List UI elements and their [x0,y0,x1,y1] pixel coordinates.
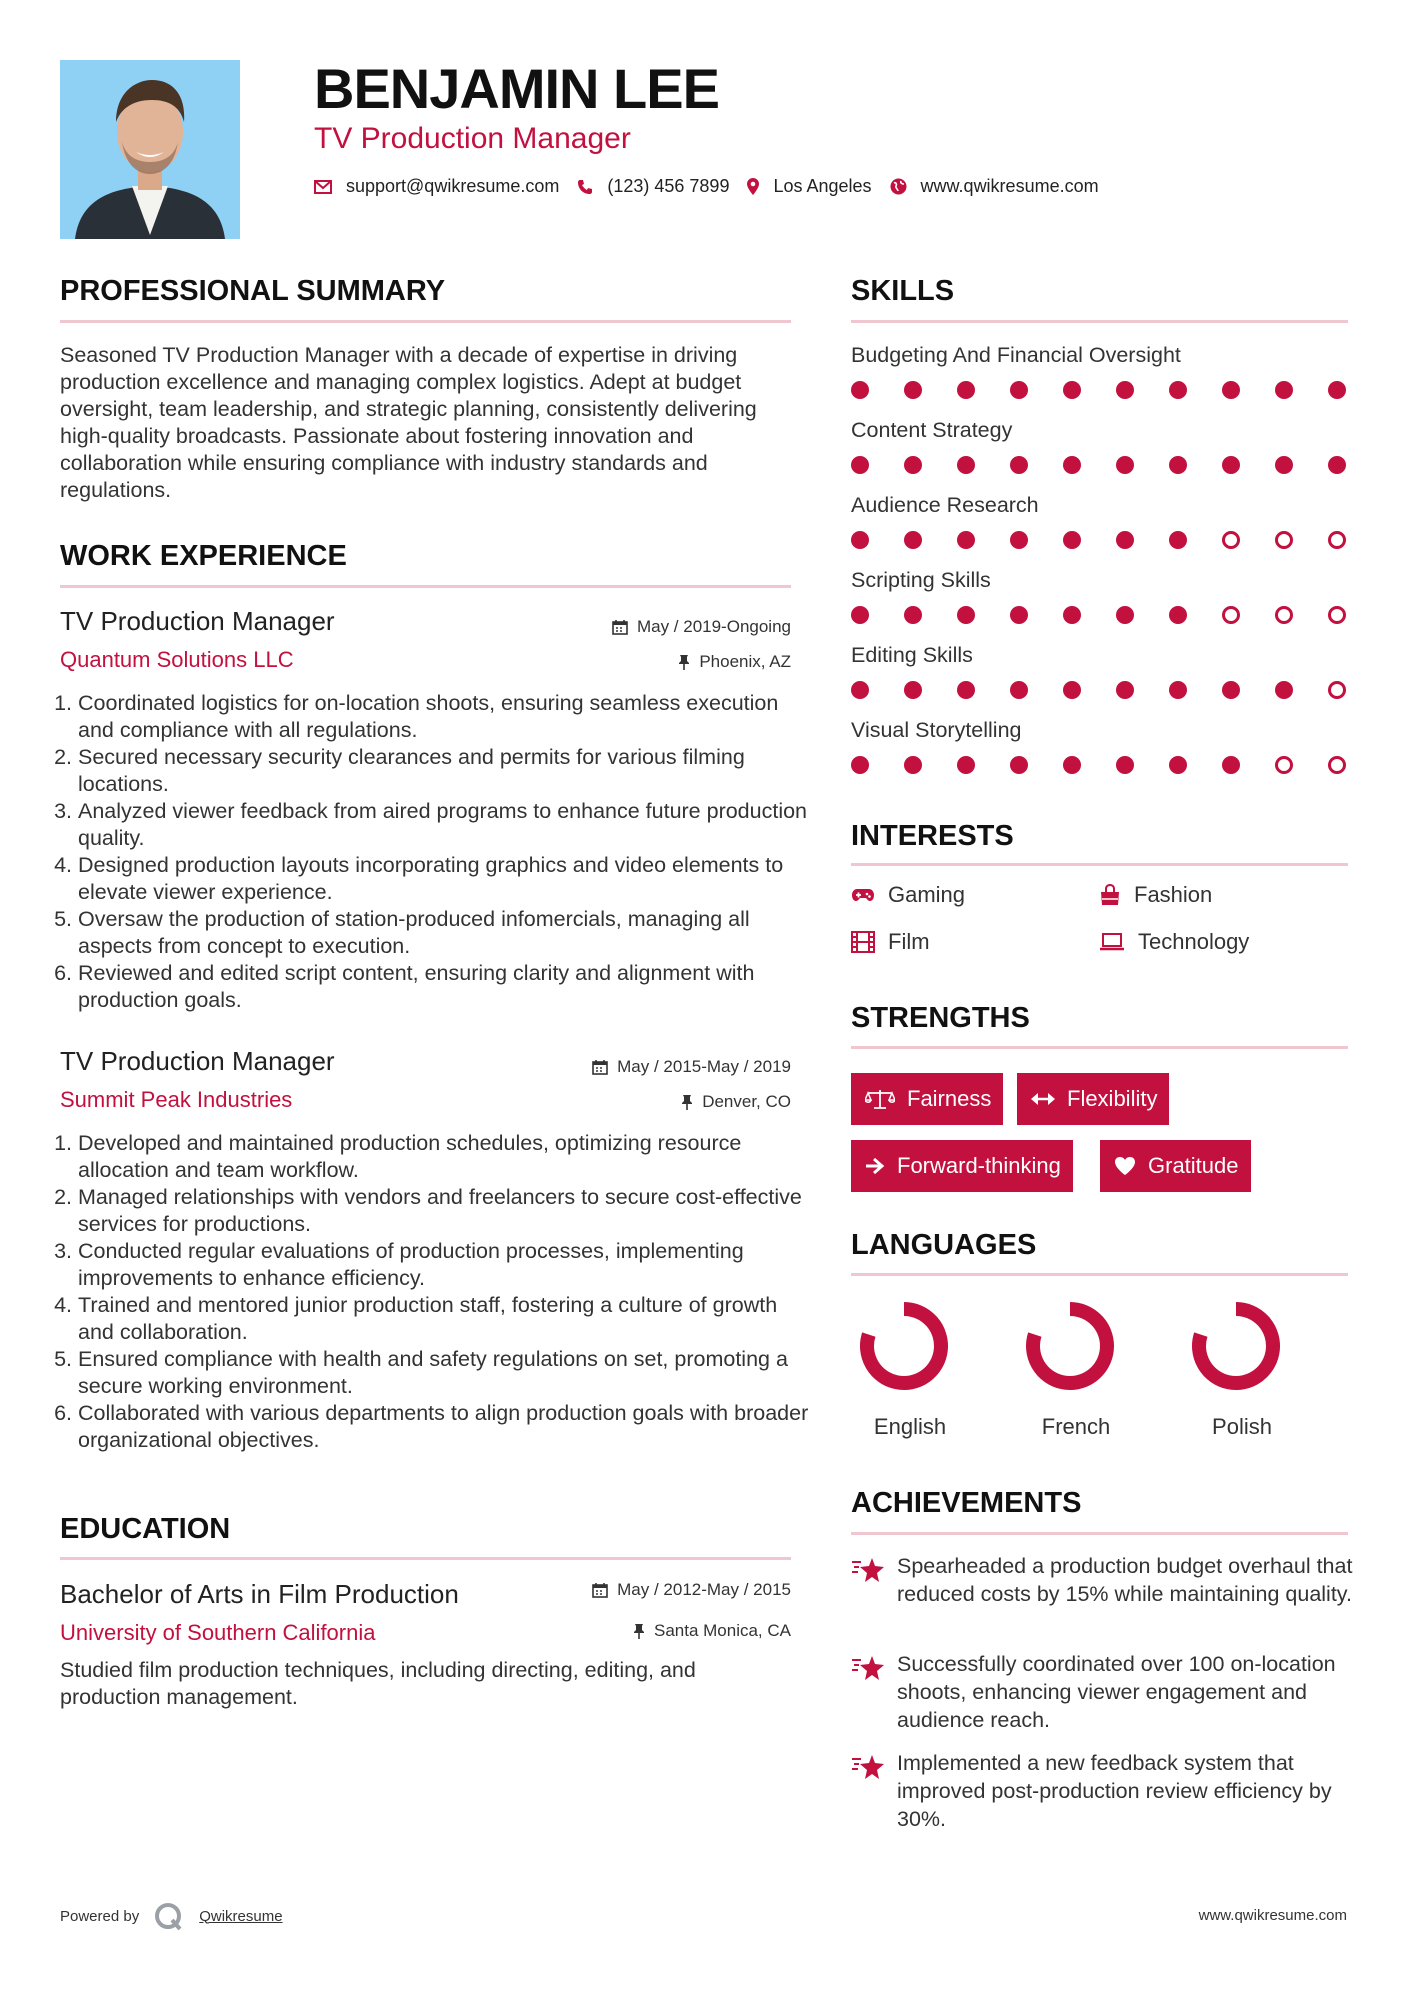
footer-website[interactable]: www.qwikresume.com [1198,1907,1347,1924]
skill-dot-filled [1275,456,1293,474]
interests-divider [851,863,1348,866]
interest-label: Film [888,929,930,954]
interest-label: Gaming [888,882,966,907]
skill-rating [851,381,1351,401]
skill-dot-filled [957,456,975,474]
job-company: Summit Peak Industries [60,1087,293,1112]
skill-dot-filled [1010,381,1028,399]
contact-phone-text: (123) 456 7899 [607,176,730,196]
skill-dot-filled [1116,606,1134,624]
language-label: Polish [1212,1414,1272,1439]
strength-badge [1017,1073,1169,1125]
skill-dot-filled [1222,756,1240,774]
summary-heading: PROFESSIONAL SUMMARY [60,275,446,307]
skill-dot-filled [1116,456,1134,474]
map-marker-icon [747,178,759,195]
skill-dot-filled [851,756,869,774]
skill-rating [851,606,1351,626]
skill-dot-filled [904,681,922,699]
skill-name: Audience Research [851,493,1039,517]
skill-dot-filled [1063,456,1081,474]
contact-bar [314,176,1117,197]
duty-item: 3. Conducted regular evaluations of production processes, implementing improvements to enhance efficiency. [78,1238,813,1292]
skill-dot-filled [1063,531,1081,549]
skill-dot-filled [1222,381,1240,399]
job-company: Quantum Solutions LLC [60,647,294,672]
skill-rating [851,456,1351,476]
calendar-icon [612,619,628,635]
strength-badge [851,1073,1003,1125]
heart-icon [1114,1156,1136,1176]
skill-rating [851,531,1351,551]
duty-item: 2. Managed relationships with vendors and freelancers to secure cost-effective services for productions. [78,1184,813,1238]
duty-item: 1. Coordinated logistics for on-location shoots, ensuring seamless execution and compliance with all regulations. [78,690,813,744]
job-dates-text: May / 2015-May / 2019 [617,1057,791,1076]
strength-badge [851,1140,1073,1192]
skill-dot-filled [1010,756,1028,774]
skill-dot-filled [1116,531,1134,549]
skill-dot-filled [957,381,975,399]
skill-dot-filled [1063,756,1081,774]
skills-divider [851,320,1348,323]
gamepad-icon [851,887,875,903]
skill-dot-filled [904,531,922,549]
languages-divider [851,1273,1348,1276]
skill-dot-empty [1328,681,1346,699]
languages-heading: LANGUAGES [851,1229,1037,1261]
arrows-horizontal-icon [1031,1092,1055,1106]
skill-dot-filled [851,381,869,399]
education-location [633,1621,791,1641]
duty-item: 1. Developed and maintained production schedules, optimizing resource allocation and team workflow. [78,1130,813,1184]
degree-title: Bachelor of Arts in Film Production [60,1579,459,1609]
calendar-icon [592,1582,608,1598]
skill-dot-filled [904,381,922,399]
interest-gaming [851,882,965,908]
skill-dot-filled [1328,381,1346,399]
shooting-star-icon [851,1654,885,1682]
strength-label: Flexibility [1067,1086,1158,1111]
strengths-heading: STRENGTHS [851,1002,1030,1034]
skill-dot-filled [1169,681,1187,699]
skill-dot-filled [1169,456,1187,474]
education-dates [592,1580,791,1600]
skill-dot-filled [1063,606,1081,624]
candidate-name: BENJAMIN LEE [314,57,719,120]
skill-dot-empty [1328,756,1346,774]
job-duties-list [60,1130,813,1454]
shopping-bag-icon [1099,884,1121,906]
skill-rating [851,756,1351,776]
language-gauge [1022,1300,1118,1392]
language-label: English [873,1414,947,1439]
shooting-star-icon [851,1556,885,1584]
skill-dot-filled [851,681,869,699]
job-title: TV Production Manager [60,606,335,636]
education-location-text: Santa Monica, CA [653,1621,791,1640]
laptop-icon [1099,933,1125,951]
job-duties-list [60,690,813,1014]
achievement-text: Implemented a new feedback system that improved post-production review efficiency by 30%. [897,1751,1332,1831]
education-dates-text: May / 2012-May / 2015 [617,1580,791,1599]
skill-name: Visual Storytelling [851,718,1022,742]
skill-dot-filled [1328,456,1346,474]
language-gauge-arc [1033,1309,1107,1383]
duty-item: 6. Collaborated with various departments to align production goals with broader organizational objectives. [78,1400,813,1454]
balance-scale-icon [865,1088,895,1110]
profile-photo [60,60,240,239]
skill-dot-filled [957,756,975,774]
job-title: TV Production Manager [60,1046,335,1076]
duty-item: 6. Reviewed and edited script content, ensuring clarity and alignment with production goals. [78,960,813,1014]
qwikresume-logo-icon [153,1901,185,1931]
experience-heading: WORK EXPERIENCE [60,540,347,572]
skill-rating [851,681,1351,701]
globe-icon [890,178,907,195]
achievement-item [851,1749,1356,1833]
achievement-item [851,1552,1356,1608]
phone-icon [577,179,593,195]
shooting-star-icon [851,1753,885,1781]
skill-dot-filled [1116,681,1134,699]
pushpin-icon [678,654,690,670]
contact-website-text: www.qwikresume.com [920,176,1099,196]
strength-label: Fairness [907,1086,992,1111]
pushpin-icon [633,1623,645,1639]
job-location [678,652,791,672]
language-label: French [1041,1414,1111,1439]
interest-film [851,929,930,955]
skill-dot-filled [1010,456,1028,474]
achievement-text: Spearheaded a production budget overhaul that reduced costs by 15% while maintaining quality. [897,1554,1353,1606]
skill-dot-filled [1169,381,1187,399]
skill-dot-filled [1275,381,1293,399]
skill-dot-empty [1222,606,1240,624]
skill-dot-filled [1116,756,1134,774]
skill-name: Content Strategy [851,418,1013,442]
skill-dot-empty [1275,606,1293,624]
duty-item: 4. Trained and mentored junior production staff, fostering a culture of growth and collaboration. [78,1292,813,1346]
contact-phone[interactable] [577,176,729,197]
skill-dot-filled [851,606,869,624]
interest-label: Technology [1138,929,1250,954]
job-dates [612,617,791,637]
contact-location-text: Los Angeles [773,176,872,196]
skill-dot-filled [1169,531,1187,549]
skill-dot-filled [1222,681,1240,699]
brand-link[interactable]: Qwikresume [199,1907,283,1925]
strengths-divider [851,1046,1348,1049]
strength-label: Gratitude [1148,1153,1239,1178]
skills-heading: SKILLS [851,275,955,307]
education-divider [60,1557,791,1560]
skill-dot-filled [1169,606,1187,624]
duty-item: 5. Ensured compliance with health and safety regulations on set, promoting a secure working environment. [78,1346,813,1400]
skill-dot-filled [1063,681,1081,699]
job-dates [592,1057,791,1077]
skill-dot-filled [1010,681,1028,699]
contact-website[interactable] [890,176,1099,197]
skill-dot-empty [1222,531,1240,549]
interest-fashion [1099,882,1212,908]
skill-name: Editing Skills [851,643,973,667]
skill-dot-filled [1010,531,1028,549]
skill-name: Scripting Skills [851,568,991,592]
interests-heading: INTERESTS [851,820,1014,852]
duty-item: 4. Designed production layouts incorporating graphics and video elements to elevate viewer experience. [78,852,813,906]
skill-dot-filled [1275,681,1293,699]
duty-item: 5. Oversaw the production of station-produced infomercials, managing all aspects from concept to execution. [78,906,813,960]
envelope-icon [314,180,332,194]
interest-technology [1099,929,1249,955]
job-dates-text: May / 2019-Ongoing [636,617,791,636]
achievements-divider [851,1532,1348,1535]
contact-email[interactable] [314,176,559,197]
skill-dot-filled [851,531,869,549]
skill-dot-filled [904,456,922,474]
skill-dot-filled [1116,381,1134,399]
strength-badge [1100,1140,1251,1192]
interest-label: Fashion [1134,882,1213,907]
film-icon [851,931,875,953]
skill-dot-filled [1010,606,1028,624]
education-description: Studied film production techniques, including directing, editing, and production management. [60,1658,696,1709]
contact-email-text: support@qwikresume.com [346,176,560,196]
duty-item: 3. Analyzed viewer feedback from aired programs to enhance future production quality. [78,798,813,852]
candidate-title: TV Production Manager [314,122,631,155]
pushpin-icon [681,1094,693,1110]
skill-dot-filled [1222,456,1240,474]
skill-dot-filled [1063,381,1081,399]
school-name: University of Southern California [60,1620,376,1645]
skill-dot-filled [904,606,922,624]
experience-divider [60,585,791,588]
language-gauge-arc [1199,1309,1273,1383]
skill-dot-filled [851,456,869,474]
skill-dot-empty [1275,756,1293,774]
powered-by-text: Powered by [60,1907,140,1925]
education-heading: EDUCATION [60,1513,231,1545]
calendar-icon [592,1059,608,1075]
skill-dot-filled [957,531,975,549]
achievement-item [851,1650,1356,1734]
skill-dot-filled [957,606,975,624]
arrow-right-icon [865,1157,885,1175]
skill-dot-filled [957,681,975,699]
skill-dot-empty [1328,606,1346,624]
achievement-text: Successfully coordinated over 100 on-location shoots, enhancing viewer engagement and audience reach. [897,1652,1336,1732]
language-gauge [856,1300,952,1392]
contact-location [747,176,871,197]
summary-text: Seasoned TV Production Manager with a decade of expertise in driving production excellence and managing complex logistics. Adept at budget oversight, team leadership, and strategic planning, consistently delivering high-quality broadcasts. Passionate about fostering innovation and collaboration while ensuring compliance with industry standards and regulations. [60,343,757,502]
summary-divider [60,320,791,323]
job-location [681,1092,791,1112]
language-gauge [1188,1300,1284,1392]
job-location-text: Denver, CO [702,1092,791,1111]
skill-dot-empty [1328,531,1346,549]
footer-brand [60,1901,283,1931]
skill-dot-filled [904,756,922,774]
job-location-text: Phoenix, AZ [699,652,791,671]
strength-label: Forward-thinking [897,1153,1061,1178]
skill-dot-empty [1275,531,1293,549]
language-gauge-arc [867,1309,941,1383]
skill-dot-filled [1169,756,1187,774]
duty-item: 2. Secured necessary security clearances and permits for various filming locations. [78,744,813,798]
achievements-heading: ACHIEVEMENTS [851,1487,1082,1519]
skill-name: Budgeting And Financial Oversight [851,343,1181,367]
